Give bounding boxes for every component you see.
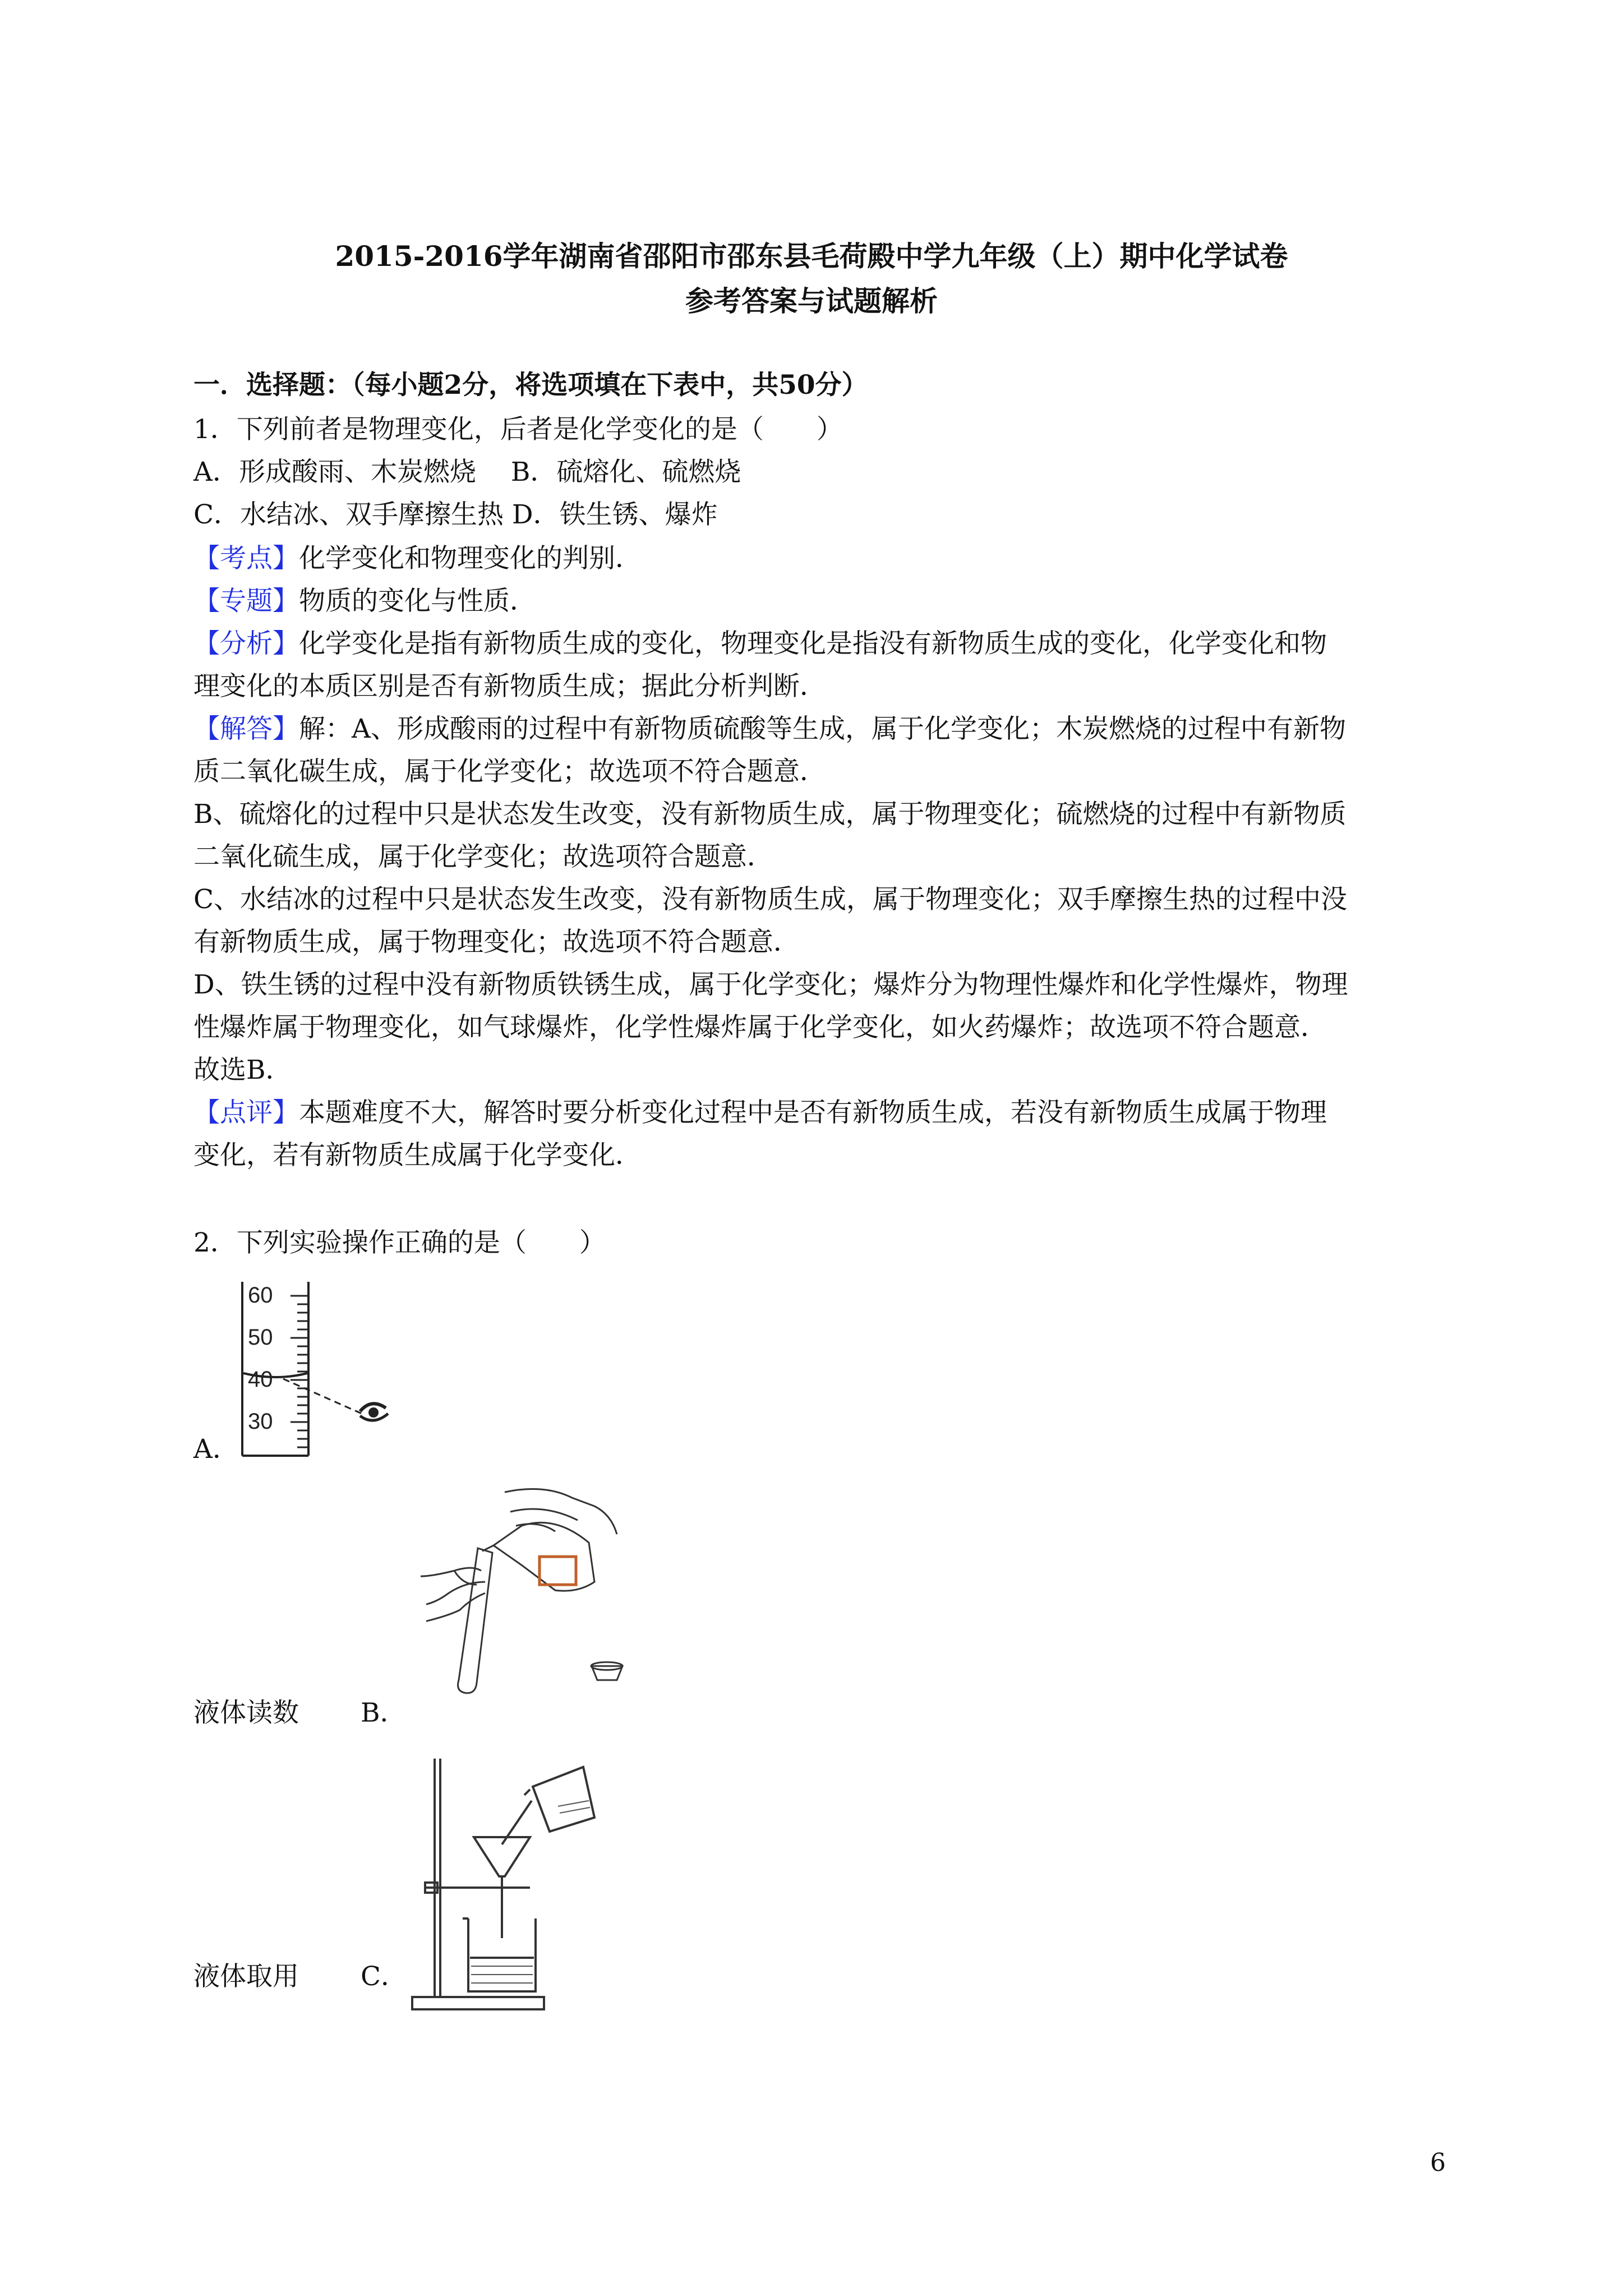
zhuanti-tag: 【专题】 [193,586,299,616]
fenxi-tag: 【分析】 [193,628,299,659]
page-subtitle: 参考答案与试题解析 [685,284,938,318]
kaodian-tag: 【考点】 [193,543,299,574]
tick-label-30: 30 [248,1409,273,1434]
jieda-text-6: 有新物质生成，属于物理变化；故选项不符合题意． [193,927,800,958]
option-b-caption: 液体读数 [193,1697,299,1728]
jieda-text-5: C、水结冰的过程中只是状态发生改变，没有新物质生成，属于物理变化；双手摩擦生热的过程中没 [193,884,1347,915]
page-number: 6 [1430,2148,1446,2177]
jieda-text-8: 性爆炸属于物理变化，如气球爆炸，化学性爆炸属于化学变化，如火药爆炸；故选项不符合题意． [193,1012,1327,1043]
dianping-line [193,1099,1327,1126]
fenxi-text-1: 化学变化是指有新物质生成的变化，物理变化是指没有新物质生成的变化，化学变化和物 [299,628,1327,659]
option-c-label: C． [361,1961,407,1992]
option-b-row [193,1697,407,1728]
question-1-options-ab: A．形成酸雨、木炭燃烧 B．硫熔化、硫燃烧 [193,457,741,487]
question-1-stem: 1．下列前者是物理变化，后者是化学变化的是（ ） [193,414,843,445]
kaodian-text: 化学变化和物理变化的判别． [299,543,642,574]
dianping-tag: 【点评】 [193,1097,299,1128]
zhuanti-text: 物质的变化与性质． [299,586,536,616]
fenxi-text-2: 理变化的本质区别是否有新物质生成；据此分析判断． [193,671,826,702]
jieda-text-9: 故选B． [193,1055,292,1085]
question-2-stem: 2．下列实验操作正确的是（ ） [193,1227,606,1258]
jieda-text-2: 质二氧化碳生成，属于化学变化；故选项不符合题意． [193,756,826,787]
option-a-label: A． [193,1434,239,1465]
liquid-pouring-figure [409,1481,667,1717]
kaodian-line [193,545,642,572]
page-title: 2015-2016学年湖南省邵阳市邵东县毛荷殿中学九年级（上）期中化学试卷 [335,240,1288,273]
jieda-tag: 【解答】 [193,714,299,744]
graduated-cylinder-figure [236,1279,404,1470]
dianping-text-1: 本题难度不大，解答时要分析变化过程中是否有新物质生成，若没有新物质生成属于物理 [299,1097,1327,1128]
section-heading: 一．选择题：（每小题2分，将选项填在下表中，共50分） [193,370,868,401]
jieda-line [193,716,1346,742]
option-c-caption: 液体取用 [193,1961,299,1992]
fenxi-line [193,628,1327,659]
jieda-text-1: 解：A、形成酸雨的过程中有新物质硫酸等生成，属于化学变化；木炭燃烧的过程中有新物 [299,714,1346,744]
sight-line [283,1379,362,1414]
question-1-options-cd: C．水结冰、双手摩擦生热 D．铁生锈、爆炸 [193,499,718,530]
zhuanti-line [193,588,536,614]
jieda-text-4: 二氧化硫生成，属于化学变化；故选项符合题意． [193,841,773,872]
dianping-text-2: 变化，若有新物质生成属于化学变化． [193,1140,642,1171]
eye-icon [360,1404,388,1420]
option-b-label: B． [361,1697,407,1728]
jieda-text-7: D、铁生锈的过程中没有新物质铁锈生成，属于化学变化；爆炸分为物理性爆炸和化学性爆炸，物理 [193,969,1348,1000]
jieda-text-3: B、硫熔化的过程中只是状态发生改变，没有新物质生成，属于物理变化；硫燃烧的过程中有新物质 [193,799,1347,830]
option-c-row [193,1963,407,1990]
tick-label-60: 60 [248,1283,273,1308]
tick-label-40: 40 [248,1367,273,1392]
tick-label-50: 50 [248,1325,273,1350]
filtration-figure [409,1750,623,2014]
